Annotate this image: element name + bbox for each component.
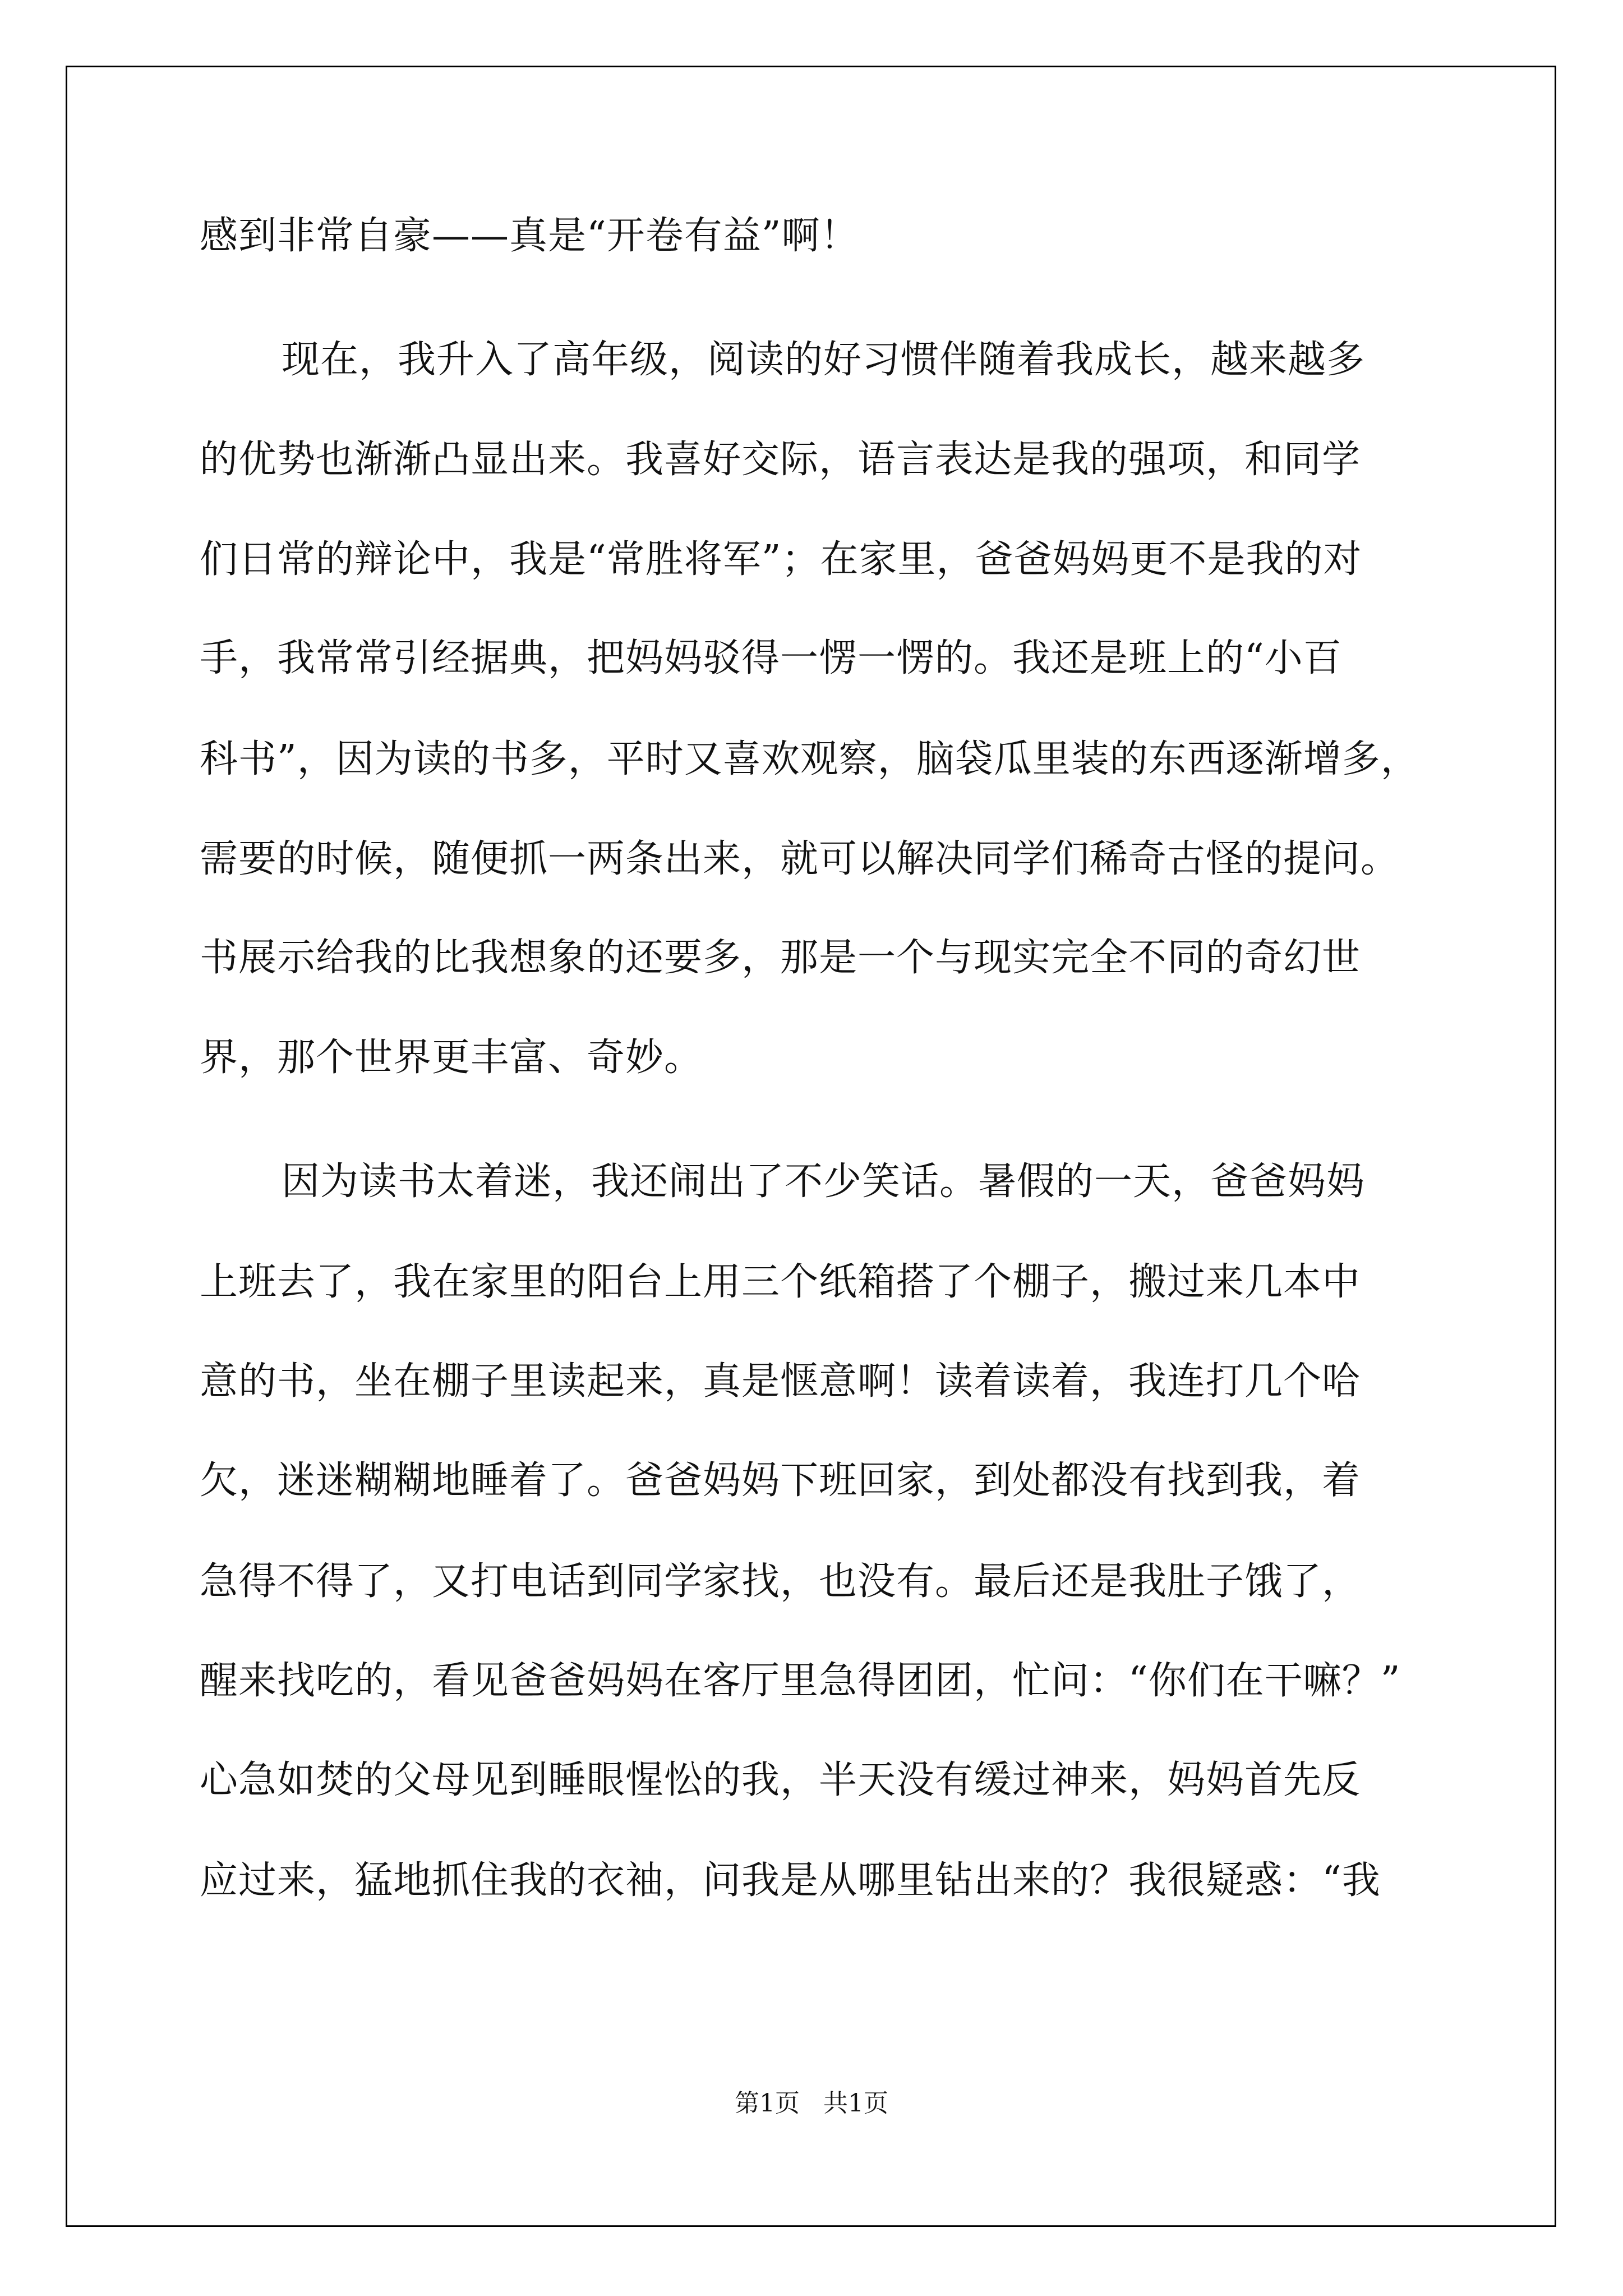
text-line: 急得不得了，又打电话到同学家找，也没有。最后还是我肚子饿了， bbox=[200, 1559, 1361, 1604]
text-line: 手，我常常引经据典，把妈妈驳得一愣一愣的。我还是班上的“小百 bbox=[200, 636, 1342, 680]
text-line: 科书”，因为读的书多，平时又喜欢观察，脑袋瓜里装的东西逐渐增多， bbox=[200, 737, 1419, 781]
text-line: 上班去了，我在家里的阳台上用三个纸箱搭了个棚子，搬过来几本中 bbox=[200, 1260, 1361, 1304]
paragraph-start-line: 因为读书太着迷，我还闹出了不少笑话。暑假的一天，爸爸妈妈 bbox=[282, 1159, 1366, 1204]
text-line: 界，那个世界更丰富、奇妙。 bbox=[200, 1036, 703, 1080]
text-line: 的优势也渐渐凸显出来。我喜好交际，语言表达是我的强项，和同学 bbox=[200, 438, 1361, 482]
text-line: 应过来，猛地抓住我的衣袖，问我是从哪里钻出来的？我很疑惑：“我 bbox=[200, 1858, 1381, 1903]
paragraph-start-line: 现在，我升入了高年级，阅读的好习惯伴随着我成长，越来越多 bbox=[282, 338, 1366, 382]
text-line: 们日常的辩论中，我是“常胜将军”；在家里，爸爸妈妈更不是我的对 bbox=[200, 537, 1362, 582]
text-line: 意的书，坐在棚子里读起来，真是惬意啊！读着读着，我连打几个哈 bbox=[200, 1359, 1361, 1404]
text-line: 心急如焚的父母见到睡眼惺忪的我，半天没有缓过神来，妈妈首先反 bbox=[200, 1758, 1361, 1802]
text-line: 书展示给我的比我想象的还要多，那是一个与现实完全不同的奇幻世 bbox=[200, 936, 1361, 980]
text-line: 醒来找吃的，看见爸爸妈妈在客厅里急得团团，忙问：“你们在干嘛？” bbox=[200, 1659, 1401, 1703]
text-line: 欠，迷迷糊糊地睡着了。爸爸妈妈下班回家，到处都没有找到我，着 bbox=[200, 1458, 1361, 1503]
page-number-footer: 第1页 共1页 bbox=[735, 2089, 888, 2118]
text-line: 需要的时候，随便抓一两条出来，就可以解决同学们稀奇古怪的提问。 bbox=[200, 837, 1400, 881]
text-line: 感到非常自豪——真是“开卷有益”啊！ bbox=[200, 214, 859, 258]
